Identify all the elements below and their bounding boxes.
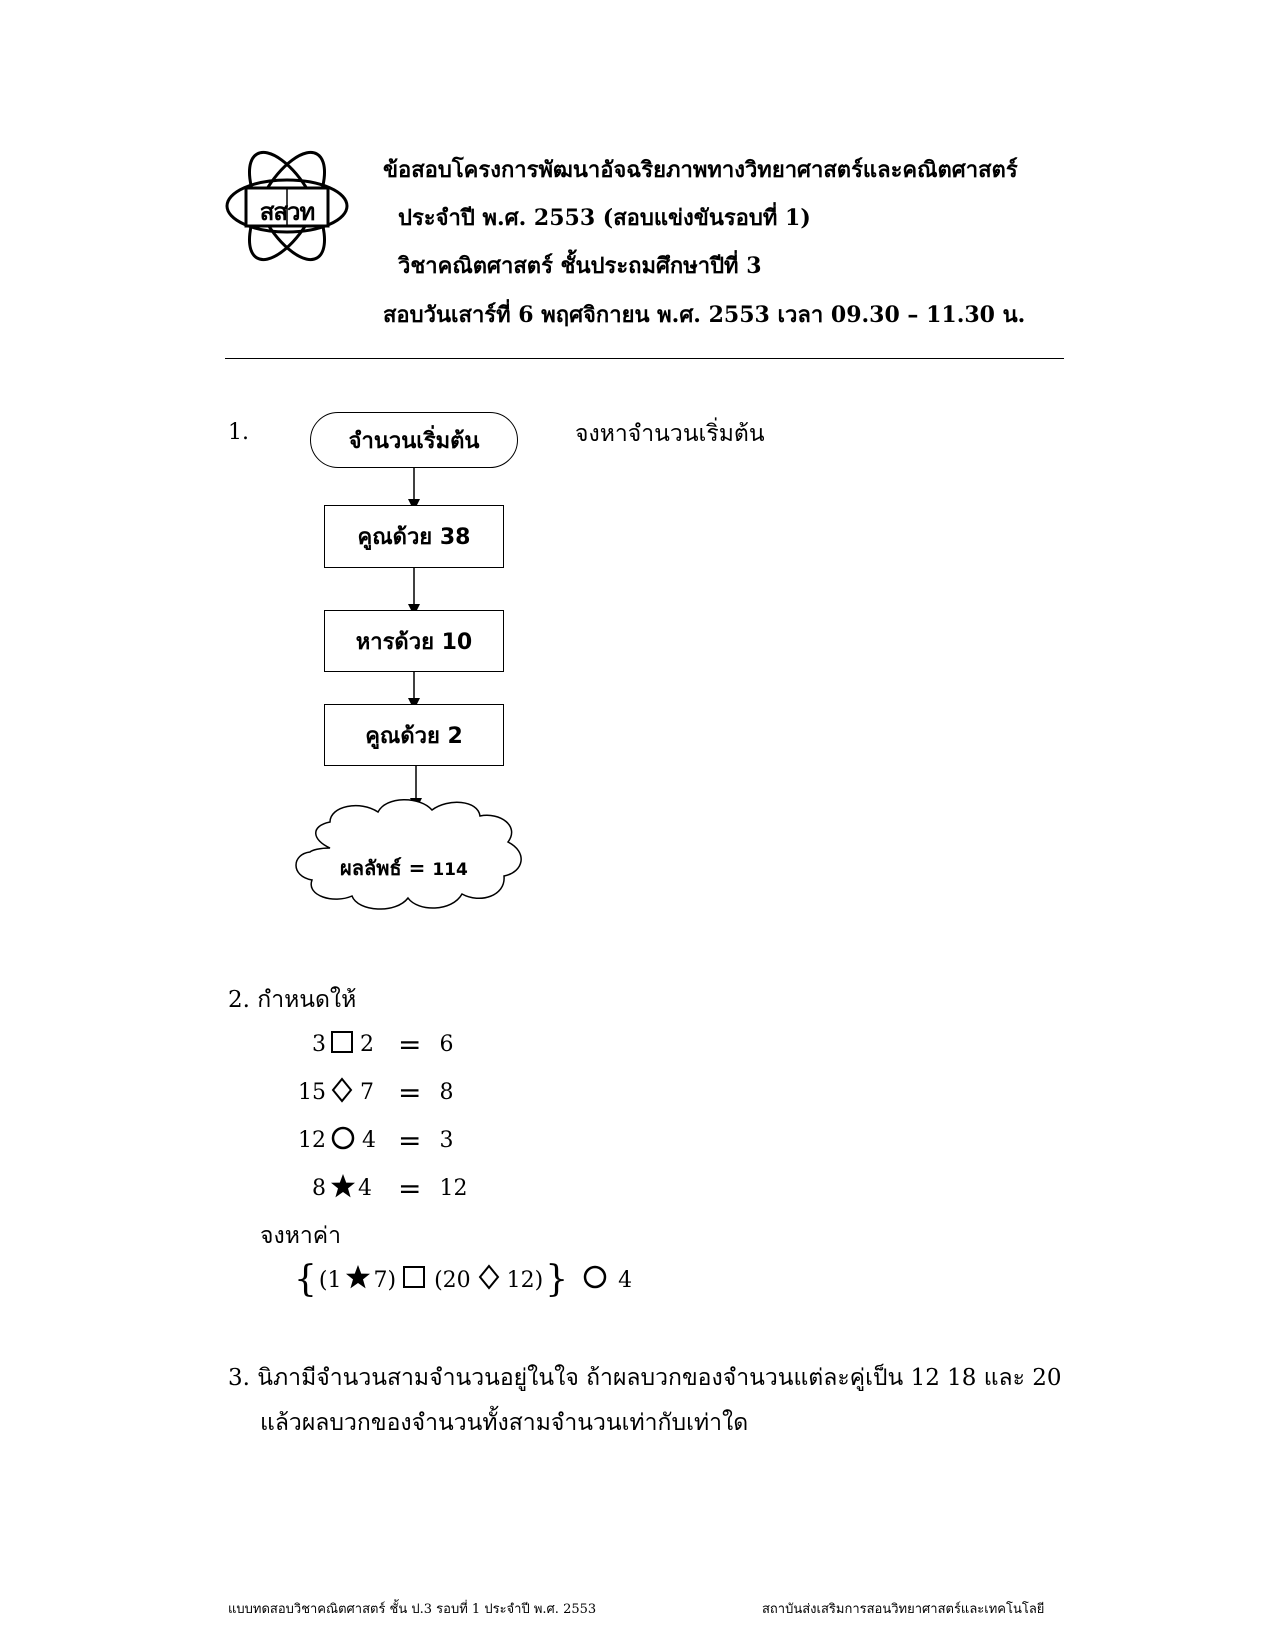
flowchart-start: จำนวนเริ่มต้น bbox=[310, 412, 518, 468]
circle-icon bbox=[330, 1125, 356, 1157]
q2-intro: กำหนดให้ bbox=[257, 987, 357, 1013]
eq-right: 2 bbox=[360, 1032, 374, 1057]
result-label: ผลลัพธ์ = bbox=[340, 856, 426, 880]
header-date: สอบวันเสาร์ที่ 6 พฤศจิกายน พ.ศ. 2553 เวลา 09.30 – 11.30 น. bbox=[383, 302, 1026, 328]
expr-open-paren2: (20 bbox=[434, 1267, 471, 1293]
expr-val12: 12) bbox=[506, 1267, 544, 1293]
equation-row bbox=[296, 1076, 453, 1109]
q3-line2: แล้วผลบวกของจำนวนทั้งสามจำนวนเท่ากับเท่าใด bbox=[260, 1410, 749, 1436]
eq-equals: = bbox=[398, 1172, 422, 1205]
diamond-icon bbox=[477, 1264, 501, 1296]
diamond-icon bbox=[330, 1077, 354, 1109]
equation-row bbox=[296, 1028, 453, 1061]
flowchart-step-multiply-38: คูณด้วย 38 bbox=[324, 505, 504, 568]
q3-line1 bbox=[228, 1360, 1062, 1396]
eq-left: 15 bbox=[298, 1080, 326, 1105]
flowchart-step-divide-10: หารด้วย 10 bbox=[324, 610, 504, 672]
q2-find-label: จงหาค่า bbox=[260, 1223, 342, 1249]
eq-equals: = bbox=[398, 1028, 422, 1061]
eq-right: 7 bbox=[360, 1080, 374, 1105]
q1-instruction: จงหาจำนวนเริ่มต้น bbox=[575, 421, 765, 447]
expr-open-brace: { bbox=[294, 1259, 317, 1300]
expr-close-brace: } bbox=[545, 1259, 569, 1300]
square-icon bbox=[402, 1265, 426, 1295]
expr-val4: 4 bbox=[618, 1267, 633, 1293]
eq-right: 4 bbox=[358, 1176, 372, 1201]
star-icon bbox=[330, 1173, 356, 1205]
header-subject: วิชาคณิตศาสตร์ ชั้นประถมศึกษาปีที่ 3 bbox=[398, 253, 762, 279]
equation-row bbox=[296, 1124, 453, 1157]
star-icon bbox=[345, 1264, 371, 1296]
q1-number: 1. bbox=[228, 420, 249, 445]
expr-val7: 7) bbox=[373, 1267, 397, 1293]
q3-text1: นิภามีจำนวนสามจำนวนอยู่ในใจ ถ้าผลบวกของจำนวนแต่ละคู่เป็น 12 18 และ 20 bbox=[257, 1365, 1062, 1391]
header-year: ประจำปี พ.ศ. 2553 (สอบแข่งขันรอบที่ 1) bbox=[398, 205, 811, 231]
expr-open-paren1: (1 bbox=[318, 1267, 342, 1293]
flowchart-result bbox=[340, 852, 468, 884]
eq-equals: = bbox=[398, 1124, 422, 1157]
flowchart-step-multiply-2: คูณด้วย 2 bbox=[324, 704, 504, 766]
eq-left: 8 bbox=[312, 1176, 326, 1201]
eq-result: 8 bbox=[439, 1080, 454, 1105]
eq-right: 4 bbox=[362, 1128, 376, 1153]
eq-left: 3 bbox=[312, 1032, 326, 1057]
eq-left: 12 bbox=[298, 1128, 326, 1153]
q2-number: 2. bbox=[228, 987, 250, 1013]
eq-result: 3 bbox=[439, 1128, 454, 1153]
equation-row bbox=[296, 1172, 467, 1205]
q2-expression bbox=[294, 1259, 633, 1300]
footer-left: แบบทดสอบวิชาคณิตศาสตร์ ชั้น ป.3 รอบที่ 1 ประจำปี พ.ศ. 2553 bbox=[228, 1602, 597, 1617]
eq-equals: = bbox=[398, 1076, 422, 1109]
logo-text: สสวท bbox=[259, 198, 315, 226]
eq-result: 12 bbox=[439, 1176, 468, 1201]
square-icon bbox=[330, 1030, 354, 1060]
header-title: ข้อสอบโครงการพัฒนาอัจฉริยภาพทางวิทยาศาสตร์และคณิตศาสตร์ bbox=[383, 157, 1018, 183]
eq-result: 6 bbox=[439, 1032, 454, 1057]
footer-right: สถาบันส่งเสริมการสอนวิทยาศาสตร์และเทคโนโลยี bbox=[762, 1602, 1045, 1617]
q3-number: 3. bbox=[228, 1365, 250, 1391]
q2-header bbox=[228, 982, 356, 1018]
circle-icon bbox=[582, 1264, 608, 1296]
result-value: 114 bbox=[432, 860, 468, 880]
